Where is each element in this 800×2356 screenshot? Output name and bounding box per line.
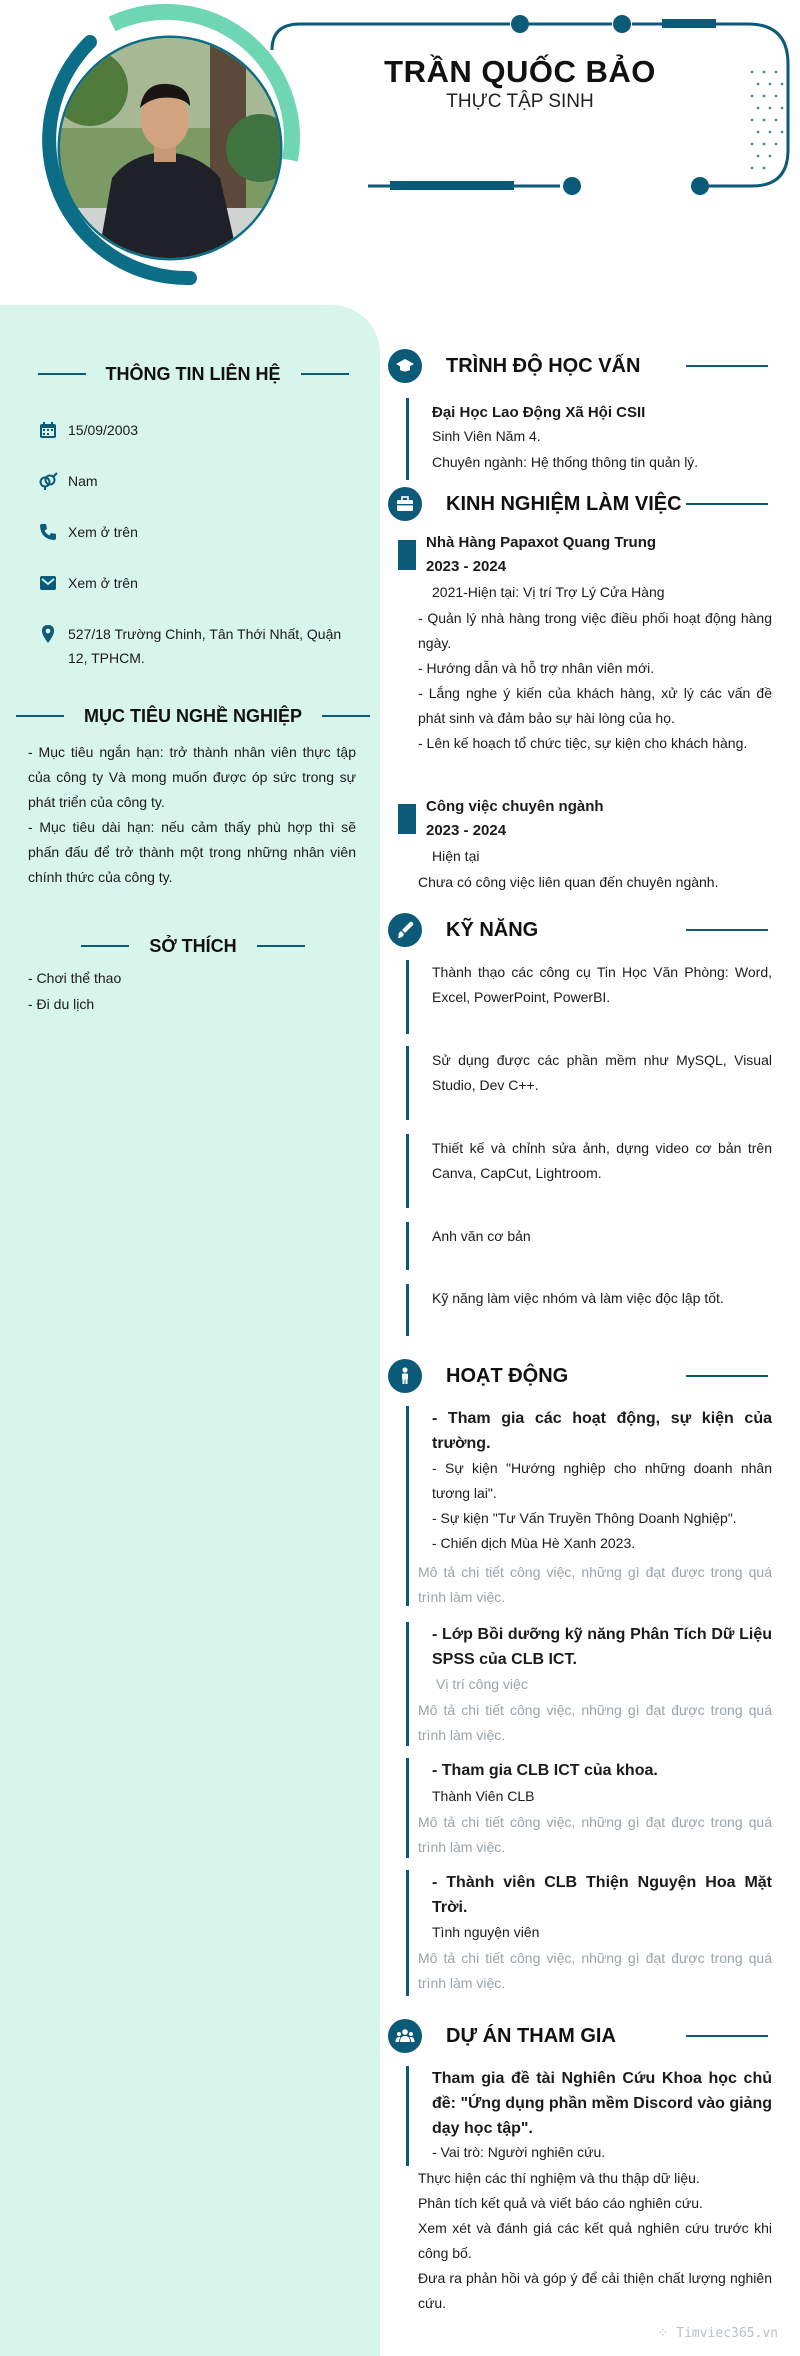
briefcase-icon xyxy=(395,494,415,514)
hobby-item: - Đi du lịch xyxy=(28,996,95,1012)
activity-detail: - Sự kiện "Hướng nghiệp cho những doanh nhân tương lai". - Sự kiện "Tư Vấn Truyền Thông Doanh Nghiệp". - Chiến dịch Mùa Hè Xanh 2023. xyxy=(432,1460,772,1551)
location-icon xyxy=(38,624,58,644)
activity-title: - Tham gia CLB ICT của khoa. xyxy=(432,1762,658,1779)
timeline-bar xyxy=(406,1134,409,1208)
activity-detail: Tình nguyện viên xyxy=(432,1924,540,1940)
job-position: 2021-Hiện tại: Vị trí Trợ Lý Cửa Hàng xyxy=(432,584,665,600)
paintbrush-icon xyxy=(395,920,415,940)
graduation-cap-icon xyxy=(395,356,415,376)
skills-section-title: KỸ NĂNG xyxy=(388,912,768,948)
timeline-bar xyxy=(406,1222,409,1270)
activity-title: - Tham gia các hoạt động, sự kiện của trường. xyxy=(432,1410,772,1452)
left-sidebar xyxy=(0,305,380,2356)
timeline-bar xyxy=(406,1622,409,1746)
activities-section-title: HOẠT ĐỘNG xyxy=(388,1358,768,1394)
timeline-bar xyxy=(406,398,409,480)
project-role: - Vai trò: Người nghiên cứu. xyxy=(432,2144,606,2160)
education-major: Chuyên ngành: Hệ thống thông tin quản lý. xyxy=(432,454,699,470)
activity-description: Mô tả chi tiết công việc, những gì đạt được trong quá trình làm việc. xyxy=(418,1950,772,1991)
contact-section-title: THÔNG TIN LIÊN HỆ xyxy=(28,360,358,388)
candidate-role: THỰC TẬP SINH xyxy=(446,91,594,112)
contact-email: Xem ở trên xyxy=(38,571,348,595)
timeline-bar xyxy=(406,960,409,1034)
activity-detail: Thành Viên CLB xyxy=(432,1788,535,1804)
contact-address: 527/18 Trường Chinh, Tân Thới Nhất, Quận 12, TPHCM. xyxy=(38,622,348,670)
education-school: Đại Học Lao Động Xã Hội CSII xyxy=(432,404,646,421)
activity-title: - Lớp Bồi dưỡng kỹ năng Phân Tích Dữ Liệu SPSS của CLB ICT. xyxy=(432,1626,772,1668)
projects-section-title: DỰ ÁN THAM GIA xyxy=(388,2018,768,2054)
job-company: Công việc chuyên ngành xyxy=(426,798,604,815)
activity-description: Mô tả chi tiết công việc, những gì đạt được trong quá trình làm việc. xyxy=(418,1814,772,1855)
skill-item: Thành thạo các công cụ Tin Học Văn Phòng: Word, Excel, PowerPoint, PowerBI. xyxy=(432,964,772,1005)
email-icon xyxy=(38,573,58,593)
project-name: Tham gia đề tài Nghiên Cứu Khoa học chủ đề: "Ứng dụng phần mềm Discord vào giảng dạy học tập". xyxy=(432,2070,772,2137)
watermark: ⁘ Timviec365.vn xyxy=(657,2326,778,2341)
hobbies-section-title: SỞ THÍCH xyxy=(28,932,358,960)
project-tasks: Thực hiện các thí nghiệm và thu thập dữ liệu. Phân tích kết quả và viết báo cáo nghiên cứu. Xem xét và đánh giá các kết quả nghiên cứu trước khi công bố. Đưa ra phản hồi và góp ý để cải thiện chất lượng nghiên cứu. xyxy=(418,2170,772,2311)
calendar-icon xyxy=(38,420,58,440)
activity-description: Mô tả chi tiết công việc, những gì đạt được trong quá trình làm việc. xyxy=(418,1702,772,1743)
education-year: Sinh Viên Năm 4. xyxy=(432,428,541,444)
team-icon xyxy=(395,2026,415,2046)
job-description: Chưa có công việc liên quan đến chuyên ngành. xyxy=(418,874,719,890)
job-position: Hiện tại xyxy=(432,848,480,864)
job-company: Nhà Hàng Papaxot Quang Trung xyxy=(426,534,657,551)
skill-item: Sử dụng được các phần mềm như MySQL, Visual Studio, Dev C++. xyxy=(432,1052,772,1093)
skill-item: Anh văn cơ bản xyxy=(432,1228,531,1244)
timeline-bar xyxy=(406,1870,409,1996)
objective-text: - Mục tiêu ngắn hạn: trở thành nhân viên thực tập của công ty Và mong muốn được óp sức trong sự phát triển của công ty. - Mục tiêu dài hạn: nếu cảm thấy phù hợp thì sẽ phấn đấu để trở thành một trong những nhân viên chính thức của công ty. xyxy=(28,744,356,885)
timeline-bar xyxy=(406,1284,409,1336)
job-period: 2023 - 2024 xyxy=(426,558,507,575)
job-period: 2023 - 2024 xyxy=(426,822,507,839)
timeline-bar xyxy=(406,2066,409,2166)
gender-icon xyxy=(38,471,58,491)
candidate-name: TRẦN QUỐC BẢO xyxy=(384,54,656,89)
job-description: - Quản lý nhà hàng trong việc điều phối hoạt động hàng ngày. - Hướng dẫn và hỗ trợ nhân viên mới. - Lắng nghe ý kiến của khách hàng, xử lý các vấn đề phát sinh và đảm bảo sự hài lòng của họ. - Lên kế hoạch tổ chức tiệc, sự kiện cho khách hàng. xyxy=(418,610,772,751)
timeline-marker xyxy=(398,540,416,570)
activity-detail: Vị trí công việc xyxy=(436,1676,528,1692)
timeline-bar xyxy=(406,1758,409,1858)
hobby-item: - Chơi thể thao xyxy=(28,970,122,986)
activity-title: - Thành viên CLB Thiện Nguyện Hoa Mặt Trời. xyxy=(432,1874,772,1916)
timeline-bar xyxy=(406,1406,409,1606)
dot-pattern xyxy=(751,71,784,170)
cv-header xyxy=(0,0,800,305)
objective-section-title: MỤC TIÊU NGHỀ NGHIỆP xyxy=(28,702,358,730)
experience-section-title: KINH NGHIỆM LÀM VIỆC xyxy=(388,486,768,522)
contact-birthday: 15/09/2003 xyxy=(38,418,348,442)
person-icon xyxy=(395,1366,415,1386)
phone-icon xyxy=(38,522,58,542)
education-section-title: TRÌNH ĐỘ HỌC VẤN xyxy=(388,348,768,384)
skill-item: Thiết kế và chỉnh sửa ảnh, dựng video cơ bản trên Canva, CapCut, Lightroom. xyxy=(432,1140,772,1181)
skill-item: Kỹ năng làm việc nhóm và làm việc độc lập tốt. xyxy=(432,1290,724,1306)
activity-description: Mô tả chi tiết công việc, những gì đạt được trong quá trình làm việc. xyxy=(418,1564,772,1605)
timeline-marker xyxy=(398,804,416,834)
contact-phone: Xem ở trên xyxy=(38,520,348,544)
timeline-bar xyxy=(406,1046,409,1120)
avatar xyxy=(60,38,280,258)
contact-gender: Nam xyxy=(38,469,348,493)
